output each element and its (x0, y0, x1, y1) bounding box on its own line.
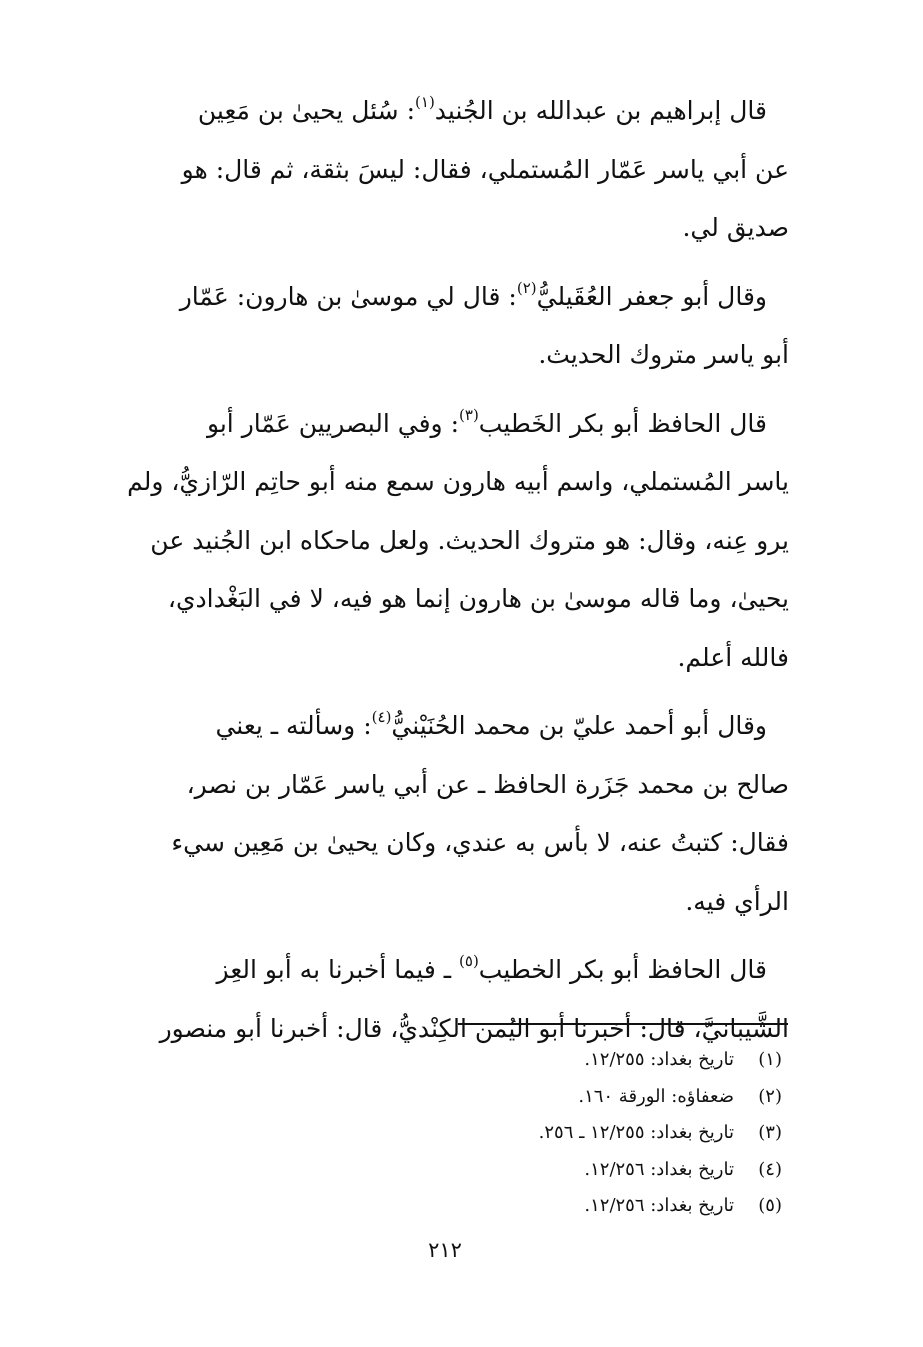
text-line: وقال أبو أحمد عليّ بن محمد الحُنَيْنيُّ$^{(٤)}$: وسألته ـ يعني (215, 708, 767, 740)
footnote-marker: (٢) (516, 278, 537, 297)
paragraph (84, 697, 789, 931)
paragraph (84, 395, 789, 688)
footnote (300, 1079, 782, 1116)
text-line: قال الحافظ أبو بكر الخَطيب$^{(٣)}$: وفي البصريين عَمّار أبو (206, 405, 767, 438)
footnote-text: تاريخ بغداد: ١٢/٢٥٦. (584, 1158, 734, 1180)
footnote-text: تاريخ بغداد: ١٢/٢٥٦. (584, 1195, 734, 1216)
page-number: ٢١٢ (428, 1238, 462, 1262)
footnote-number: (٥) (758, 1195, 782, 1216)
paragraph (84, 82, 789, 258)
main-text (84, 82, 789, 1068)
footnote-text: تاريخ بغداد: ١٢/٢٥٥. (584, 1049, 734, 1070)
footnote-marker: (٥) (459, 952, 479, 970)
footnote (300, 1042, 782, 1079)
footnote-marker: (٣) (459, 405, 479, 424)
footnote-marker: (٤) (371, 708, 392, 726)
text-line: ياسر المُستملي، واسم أبيه هارون سمع منه أبو حاتِم الرّازيُّ، ولم (127, 467, 789, 496)
footnote-number: (٣) (758, 1122, 782, 1143)
text-line: الرأي فيه. (685, 886, 789, 916)
footnote-separator (458, 1023, 788, 1025)
paragraph (84, 941, 789, 1058)
footnote-marker: (١) (415, 93, 435, 111)
footnote-number: (٢) (758, 1085, 782, 1107)
footnotes (300, 1042, 782, 1225)
text-line: قال الحافظ أبو بكر الخطيب$^{(٥)}$ ـ فيما أخبرنا به أبو العِز (216, 952, 767, 984)
footnote-text: ضعفاؤه: الورقة ١٦٠. (578, 1085, 734, 1107)
text-line: عن أبي ياسر عَمّار المُستملي، فقال: ليسَ بثقة، ثم قال: هو (181, 154, 789, 184)
footnote (300, 1115, 782, 1152)
text-line: صديق لي. (682, 213, 789, 242)
text-line: الشَّيبانيَّ، قال: أخبرنا أبو اليُمن الكِنْديُّ، قال: أخبرنا أبو منصور (159, 1013, 789, 1043)
footnote-number: (٤) (758, 1158, 782, 1180)
footnote-number: (١) (758, 1049, 782, 1070)
paragraph (84, 268, 789, 385)
text-line: يحيىٰ، وما قاله موسىٰ بن هارون إنما هو فيه، لا في البَغْدادي، (167, 584, 789, 613)
text-line: أبو ياسر متروك الحديث. (538, 340, 789, 369)
footnote (300, 1152, 782, 1189)
text-line: صالح بن محمد جَزَرة الحافظ ـ عن أبي ياسر عَمّار بن نصر، (186, 769, 789, 799)
text-line: قال إبراهيم بن عبدالله بن الجُنيد$^{(١)}$: سُئل يحيىٰ بن مَعِين (197, 93, 767, 125)
footnote (300, 1188, 782, 1225)
text-line: فقال: كتبتُ عنه، لا بأس به عندي، وكان يحيىٰ بن مَعِين سيء (171, 828, 789, 857)
footnote-text: تاريخ بغداد: ١٢/٢٥٥ ـ ٢٥٦. (538, 1122, 734, 1143)
text-line: فالله أعلم. (677, 642, 789, 672)
text-line: وقال أبو جعفر العُقَيليُّ$^{(٢)}$: قال لي موسىٰ بن هارون: عَمّار (179, 278, 767, 311)
text-line: يرو عِنه، وقال: هو متروك الحديث. ولعل ماحكاه ابن الجُنيد عن (150, 525, 789, 555)
